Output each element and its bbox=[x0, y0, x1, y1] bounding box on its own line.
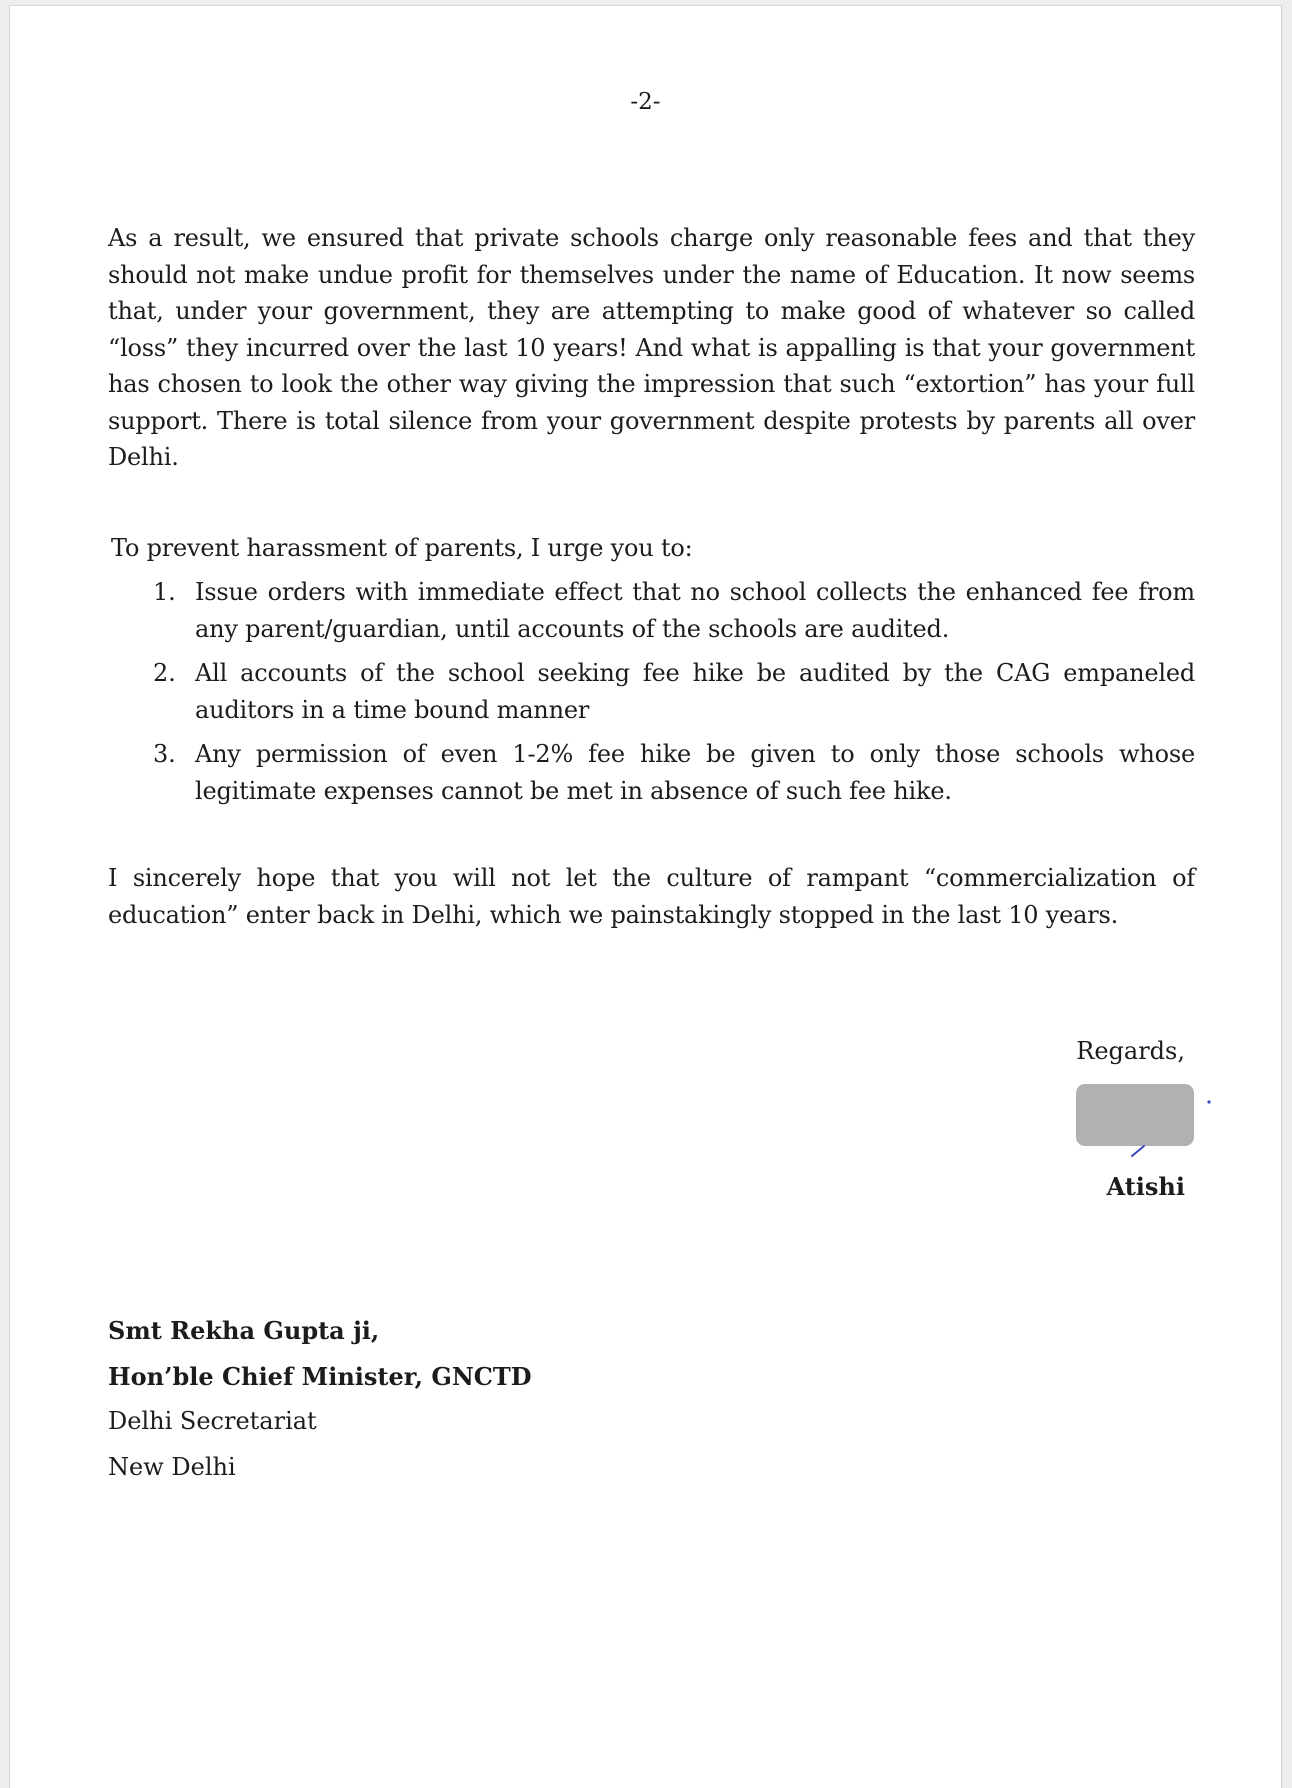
redacted-signature bbox=[1076, 1080, 1196, 1152]
list-item-number: 3. bbox=[153, 740, 176, 768]
closing-salutation: Regards, bbox=[1076, 1037, 1185, 1065]
body-paragraph-1: As a result, we ensured that private schools charge only reasonable fees and that they should not make undue profit for themselves under the name of Education. It now seems that, under your government, they are attempting to make good of whatever so called “loss” they incurred over the last 10 years! And what is appalling is that your government has chosen to look the other way giving the impression that such “extortion” has your full support. There is total silence from your government despite protests by parents all over Delhi. bbox=[108, 224, 1195, 471]
signer-name: Atishi bbox=[1106, 1172, 1185, 1201]
list-item bbox=[143, 655, 1195, 728]
list-item-text: Issue orders with immediate effect that no school collects the enhanced fee from any parent/guardian, until accounts of the schools are audited. bbox=[195, 578, 1195, 643]
addressee-city: New Delhi bbox=[108, 1452, 236, 1481]
addressee-office: Delhi Secretariat bbox=[108, 1407, 317, 1435]
request-list bbox=[143, 574, 1195, 817]
list-item-number: 2. bbox=[153, 659, 176, 687]
addressee-block bbox=[108, 1308, 532, 1490]
list-item-text: Any permission of even 1-2% fee hike be given to only those schools whose legitimate expenses cannot be met in absence of such fee hike. bbox=[195, 740, 1195, 805]
list-item-number: 1. bbox=[153, 578, 176, 606]
addressee-title: Hon’ble Chief Minister, GNCTD bbox=[108, 1361, 532, 1391]
page-number: -2- bbox=[630, 89, 661, 115]
body-paragraph-2: I sincerely hope that you will not let the culture of rampant “commercialization of education” enter back in Delhi, which we painstakingly stopped in the last 10 years. bbox=[108, 864, 1195, 929]
list-item-text: All accounts of the school seeking fee hike be audited by the CAG empaneled auditors in a time bound manner bbox=[195, 659, 1195, 724]
list-intro: To prevent harassment of parents, I urge you to: bbox=[111, 534, 693, 562]
letter-page bbox=[9, 5, 1282, 1788]
addressee-name: Smt Rekha Gupta ji, bbox=[108, 1316, 380, 1345]
list-item bbox=[143, 574, 1195, 647]
signature-stroke-icon bbox=[1076, 1080, 1216, 1160]
list-item bbox=[143, 736, 1195, 809]
